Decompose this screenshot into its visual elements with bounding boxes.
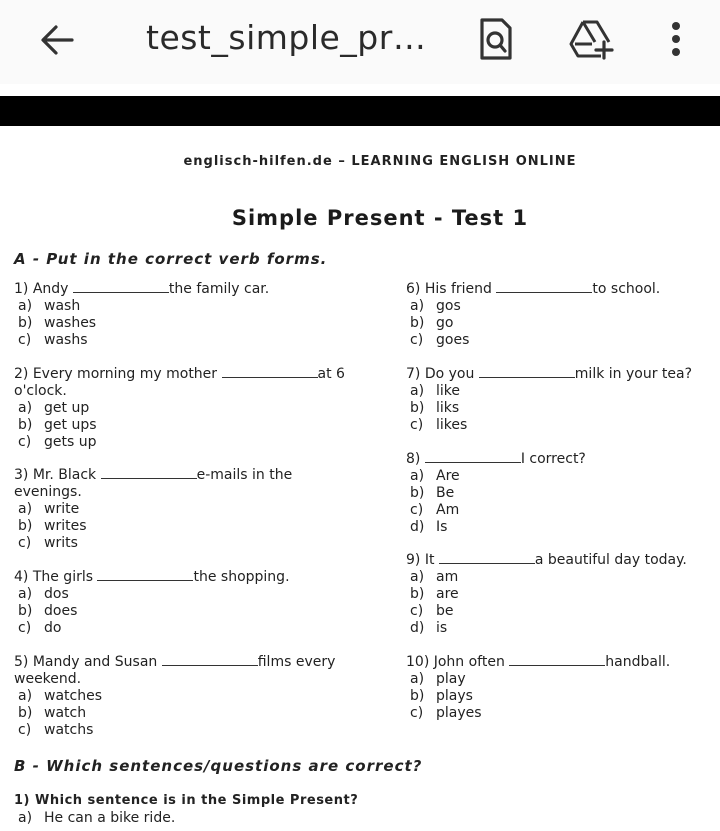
section-b-heading: B - Which sentences/questions are correct? [14,757,423,775]
site-header: englisch-hilfen.de – LEARNING ENGLISH ONLINE [183,154,577,169]
answer-option: b) liks [410,400,460,416]
page-edge-bar [0,96,720,126]
question-document.left_questions0 [14,280,269,349]
page-title: Simple Present - Test 1 [231,206,529,230]
answer-option: a) watches [18,688,102,704]
question-document.right_questions1 [406,365,692,434]
question-stem-start: 5) Mandy and Susan [14,654,158,670]
question-stem-end: e-mails in the [196,467,293,483]
question-stem-end: films every [257,654,336,670]
question-stem-start: 6) His friend [406,281,492,297]
question-stem-end: the family car. [168,281,270,297]
question-document.left_questions3 [14,568,290,637]
answer-option: b) writes [18,518,87,534]
question-document.right_questions2 [406,450,586,536]
answer-option: a) gos [410,298,461,314]
answer-option: a) like [410,383,461,399]
answer-option: a) write [18,501,80,517]
answer-option: b) get ups [18,417,97,433]
question-stem-start: 9) It [406,552,435,568]
answer-option: b) watch [18,705,87,721]
answer-option: a) wash [18,298,81,314]
answer-option: c) washs [18,332,88,348]
answer-blank [509,653,605,666]
document-title: test_simple_pr… [146,18,427,57]
answer-blank [425,450,521,463]
answer-option: c) be [410,603,454,619]
question-stem-end: milk in your tea? [574,366,693,382]
question-document.left_questions2 [14,466,292,552]
answer-option: b) are [410,586,459,602]
answer-blank [439,551,535,564]
answer-option: a) am [410,569,459,585]
question-stem-start: 10) John often [406,654,505,670]
answer-option: a) get up [18,400,90,416]
answer-blank [73,280,169,293]
answer-option: c) writs [18,535,78,551]
question-document.right_questions4 [406,653,670,722]
answer-option: a) play [410,671,466,687]
question-stem-start: 1) Andy [14,281,69,297]
section-a-heading: A - Put in the correct verb forms. [14,250,328,268]
answer-option: a) Are [410,468,460,484]
question-stem-end: at 6 [317,366,345,382]
question-stem-end: a beautiful day today. [534,552,687,568]
more-vert-icon[interactable] [666,20,686,60]
answer-option: b) Be [410,485,455,501]
question-stem-cont: evenings. [14,484,82,500]
b-option: a) He can a bike ride. [18,810,176,826]
answer-option: c) gets up [18,434,97,450]
answer-blank [222,365,318,378]
question-document.left_questions1 [14,365,345,451]
answer-option: b) washes [18,315,97,331]
question-stem-end: I correct? [520,451,586,467]
question-document.right_questions0 [406,280,660,349]
answer-option: c) watchs [18,722,94,738]
answer-option: c) do [18,620,62,636]
answer-blank [162,653,258,666]
question-stem-end: to school. [592,281,661,297]
answer-option: a) dos [18,586,69,602]
answer-option: d) Is [410,519,448,535]
question-stem-start: 8) [406,451,421,467]
doc-search-icon[interactable] [478,17,514,61]
answer-option: d) is [410,620,448,636]
app-bar [0,0,720,84]
answer-blank [97,568,193,581]
question-stem-cont: o'clock. [14,383,67,399]
answer-option: c) playes [410,705,482,721]
question-stem-cont: weekend. [14,671,82,687]
question-stem-end: handball. [605,654,671,670]
question-stem-start: 2) Every morning my mother [14,366,218,382]
answer-option: b) plays [410,688,473,704]
question-document.right_questions3 [406,551,687,637]
question-stem-start: 7) Do you [406,366,475,382]
add-to-drive-icon[interactable] [568,18,618,60]
arrow-left-icon[interactable] [36,22,76,58]
question-stem-end: the shopping. [193,569,290,585]
question-document.left_questions4 [14,653,335,739]
answer-option: b) does [18,603,78,619]
answer-option: c) likes [410,417,468,433]
answer-option: c) goes [410,332,470,348]
answer-option: c) Am [410,502,460,518]
document-page[interactable] [0,126,720,831]
answer-option: b) go [410,315,454,331]
b-question: 1) Which sentence is in the Simple Present? [14,793,359,808]
question-stem-start: 4) The girls [14,569,94,585]
answer-blank [496,280,592,293]
question-stem-start: 3) Mr. Black [14,467,97,483]
answer-blank [101,466,197,479]
answer-blank [479,365,575,378]
